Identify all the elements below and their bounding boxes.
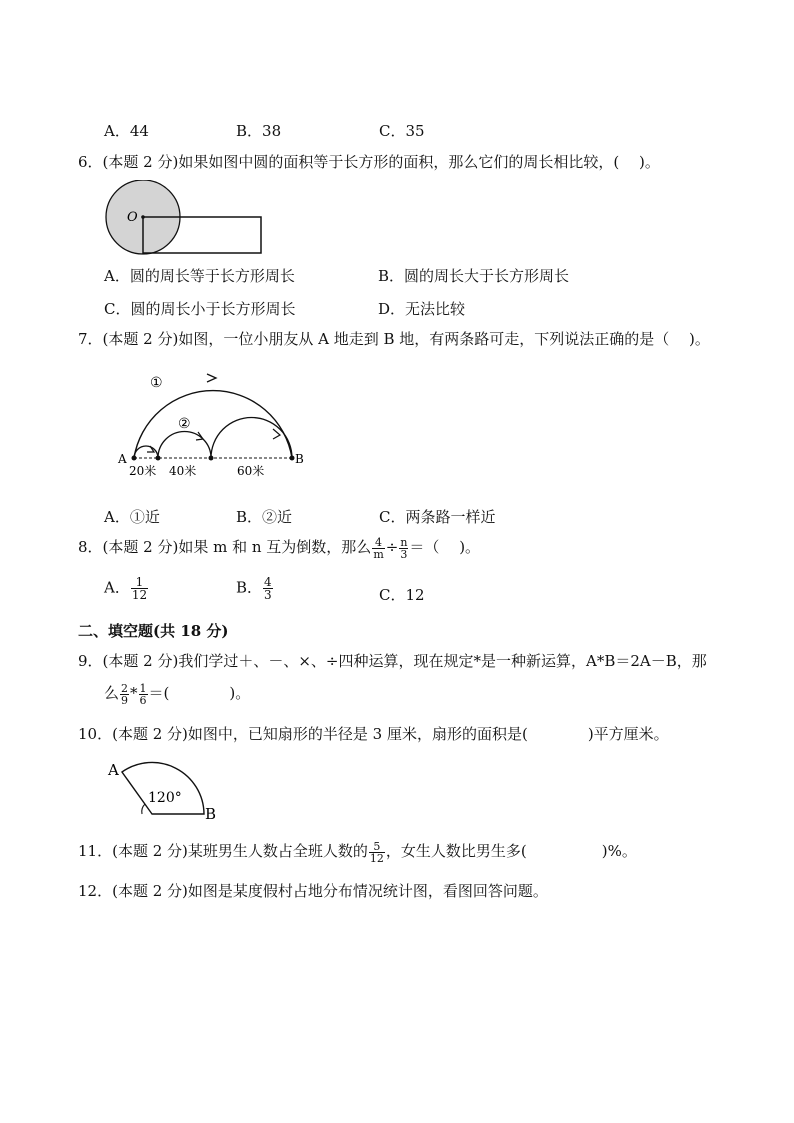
question-7 [78,328,710,349]
section-title: 二、填空题(共 18 分) [78,622,229,640]
question-number: 10． [78,725,113,743]
point-1 [156,456,161,461]
sector-shape [122,762,204,814]
question-12 [78,880,548,901]
q6-circle-rectangle-figure [104,180,266,258]
route-2-arc-2 [158,432,211,459]
route-2-arrow-3 [273,429,280,439]
center-label-o: O [127,210,138,225]
divide-sign: ÷ [385,538,399,556]
label-a: A [118,452,127,466]
fraction-n-over-3: $\frac{n}{3}$ [400,535,408,561]
question-number: 12． [78,882,113,900]
fraction-5-over-12: $\frac{5}{12}$ [369,839,384,865]
question-text: 如果 m 和 n 互为倒数，那么 [178,538,372,556]
question-score: (本题 2 分) [102,330,179,348]
answer-blank: ＝( )。 [148,684,251,702]
q8-option-a: A． $\frac{1}{12}$ [104,575,148,602]
label-b: B [205,805,217,823]
question-number: 9． [78,652,103,670]
route-1-arrow [207,374,216,382]
question-text: 如图中，已知扇形的半径是 3 厘米，扇形的面积是( )平方厘米。 [187,725,669,743]
q5-option-b: B．38 [236,122,282,140]
question-text: 如图是某度假村占地分布情况统计图，看图回答问题。 [187,882,548,900]
question-number: 6． [78,153,103,171]
question-8 [78,536,480,560]
q5-option-c: C．35 [379,122,425,140]
q5-option-a: A．44 [104,122,149,140]
question-number: 11． [78,842,113,860]
point-2 [209,456,214,461]
q7-option-a: A．①近 [104,508,160,526]
angle-label: 120° [148,790,182,806]
q6-option-a: A．圆的周长等于长方形周长 [104,267,295,285]
segment-60m: 60米 [237,464,265,478]
question-score: (本题 2 分) [102,538,179,556]
segment-40m: 40米 [169,464,197,478]
question-text: 如果如图中圆的面积等于长方形的面积，那么它们的周长相比较，( )。 [178,153,660,171]
question-text: 如图，一位小朋友从 A 地走到 B 地，有两条路可走，下列说法正确的是（ )。 [178,330,710,348]
segment-20m: 20米 [129,464,157,478]
route-1-label: ① [150,375,163,391]
center-point [141,215,145,219]
route-2-label: ② [178,416,191,432]
q8-option-c: C．12 [379,586,425,604]
q7-option-c: C．两条路一样近 [379,508,496,526]
q7-option-b: B．②近 [236,508,293,526]
question-10 [78,723,669,744]
fraction-1-over-12: $\frac{1}{12}$ [131,575,148,602]
fraction-1-over-6: $\frac{1}{6}$ [139,681,147,707]
question-score: (本题 2 分) [102,153,179,171]
fraction-4-over-3: $\frac{4}{3}$ [264,575,272,602]
route-1-arc [134,391,292,458]
q8-option-b: B． $\frac{4}{3}$ [236,575,272,602]
q6-option-b: B．圆的周长大于长方形周长 [378,267,570,285]
question-9-line-2: 么 $\frac{2}{9}$ * $\frac{1}{6}$ ＝( )。 [104,681,251,707]
question-score: (本题 2 分) [112,882,188,900]
label-a: A [108,761,119,779]
question-score: (本题 2 分) [102,652,179,670]
point-a [132,456,137,461]
route-2-arc-3 [211,418,292,459]
question-6 [78,151,660,172]
question-score: (本题 2 分) [112,842,188,860]
question-text: 我们学过＋、－、×、÷四种运算，现在规定*是一种新运算，A*B＝2A－B，那 [178,652,707,670]
point-b [290,456,295,461]
question-text: 某班男生人数占全班人数的 [187,842,368,860]
fraction-4-over-m: $\frac{4}{m}$ [373,535,384,561]
q7-path-figure [110,362,310,482]
question-11 [78,840,637,864]
angle-arc [142,804,145,814]
question-number: 7． [78,330,103,348]
question-score: (本题 2 分) [112,725,188,743]
q6-option-c: C．圆的周长小于长方形周长 [104,300,296,318]
question-number: 8． [78,538,103,556]
fraction-2-over-9: $\frac{2}{9}$ [121,681,129,707]
question-9 [78,650,707,671]
question-text-end: ＝（ )。 [409,538,481,556]
q6-option-d: D．无法比较 [378,300,466,318]
question-text-end: ，女生人数比男生多( )%。 [385,842,637,860]
label-b: B [295,452,304,466]
q10-sector-figure [104,756,224,824]
